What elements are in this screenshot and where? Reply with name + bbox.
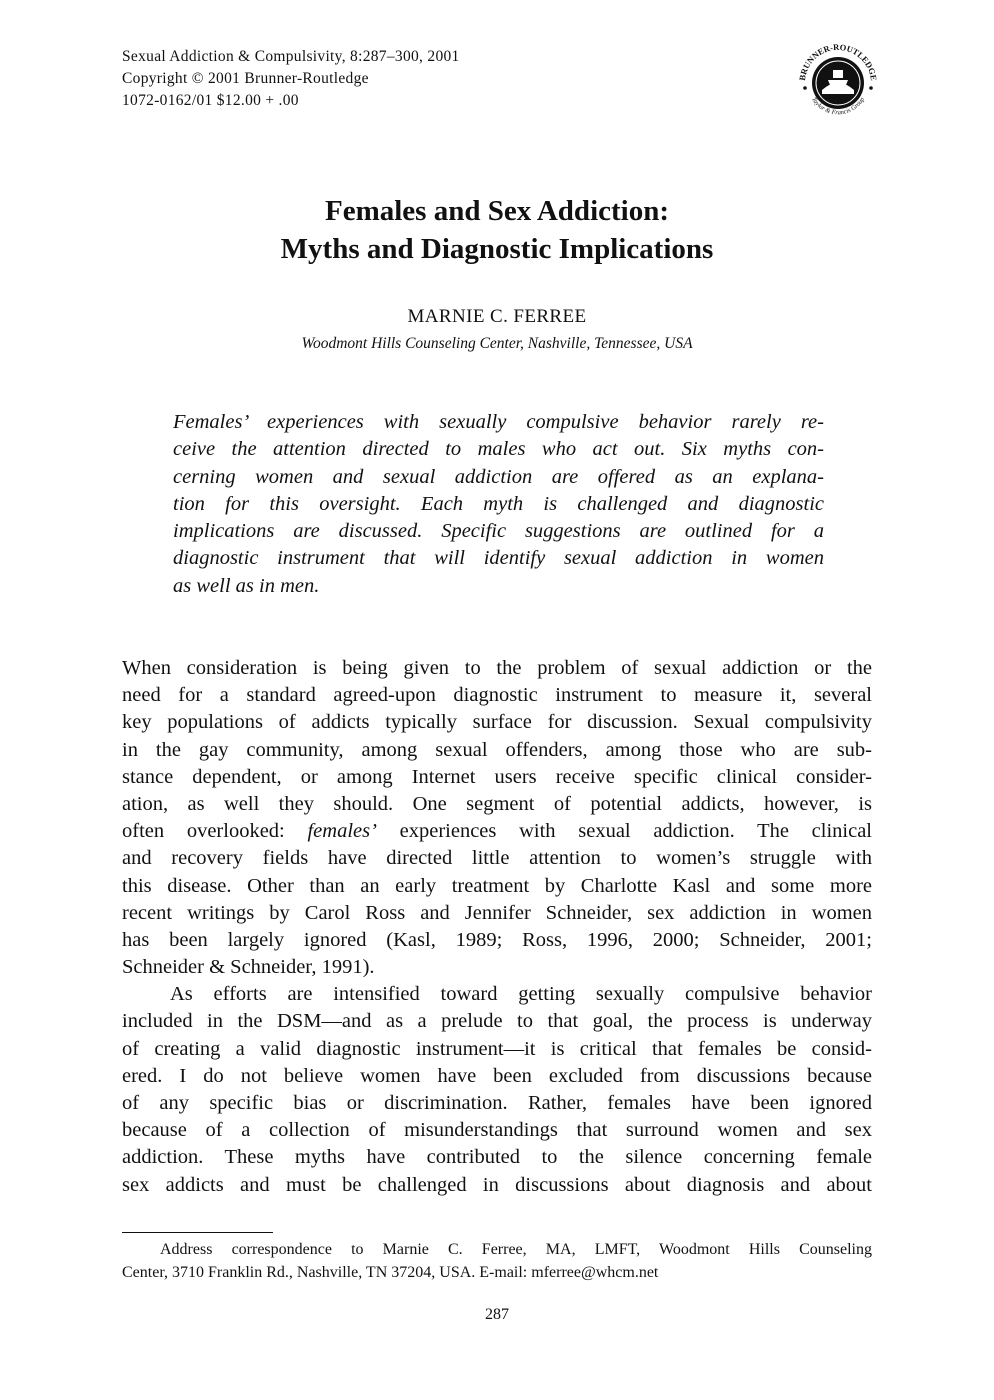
abstract-line: Females’ experiences with sexually compulsive behavior rarely re- [173,411,824,433]
footnote-line: Center, 3710 Franklin Rd., Nashville, TN 37204, USA. E-mail: mferree@whcm.net [122,1264,659,1281]
body-text [122,655,872,1199]
journal-header [122,46,460,112]
body-line: Schneider & Schneider, 1991). [122,956,375,979]
abstract-line: tion for this oversight. Each myth is challenged and diagnostic [173,492,824,515]
footnote [122,1238,872,1284]
author-affiliation: Woodmont Hills Counseling Center, Nashville, Tennessee, USA [301,335,693,352]
article-title [0,192,994,268]
body-line: As efforts are intensified toward getting sexually compulsive behavior [170,983,872,1006]
author-name: MARNIE C. FERREE [407,306,587,327]
body-line: and recovery fields have directed little attention to women’s struggle with [122,847,872,870]
body-text-segment: often overlooked: [122,820,308,843]
body-line: When consideration is being given to the problem of sexual addiction or the [122,657,872,679]
abstract [173,409,824,600]
logo-sub-text: Taylor & Francis Group [809,96,867,117]
body-line [122,818,872,845]
abstract-line: ceive the attention directed to males who act out. Six myths con- [173,438,824,461]
abstract-line: implications are discussed. Specific suggestions are outlined for a [173,520,824,543]
body-line: stance dependent, or among Internet users receive specific clinical consider- [122,765,872,788]
footnote-rule [122,1232,273,1233]
body-line: ation, as well they should. One segment of potential addicts, however, is [122,792,872,815]
journal-citation: Sexual Addiction & Compulsivity, 8:287–300, 2001 [122,48,460,65]
logo-arc-text: BRUNNER-ROUTLEDGE [797,41,879,82]
abstract-line: as well as in men. [173,574,320,597]
title-line-1: Females and Sex Addiction: [325,195,669,227]
body-line: has been largely ignored (Kasl, 1989; Ross, 1996, 2000; Schneider, 2001; [122,928,872,951]
title-line-2: Myths and Diagnostic Implications [280,233,714,265]
publisher-logo-icon [795,40,881,126]
body-line: because of a collection of misunderstandings that surround women and sex [122,1119,872,1142]
emphasis-females: females’ [307,820,377,843]
body-line: of any specific bias or discrimination. Rather, females have been ignored [122,1092,872,1114]
body-line: key populations of addicts typically surface for discussion. Sexual compulsivity [122,711,872,734]
body-line: this disease. Other than an early treatment by Charlotte Kasl and some more [122,874,872,897]
page-number: 287 [485,1306,509,1323]
body-line: in the gay community, among sexual offenders, among those who are sub- [122,738,872,761]
footnote-line: Address correspondence to Marnie C. Ferree, MA, LMFT, Woodmont Hills Counseling [160,1241,872,1258]
body-text-segment: experiences with sexual addiction. The clinical [376,820,872,843]
body-line: recent writings by Carol Ross and Jennifer Schneider, sex addiction in women [122,901,872,924]
body-line: need for a standard agreed-upon diagnostic instrument to measure it, several [122,684,872,707]
body-line: ered. I do not believe women have been excluded from discussions because [122,1064,872,1087]
issn-line: 1072-0162/01 $12.00 + .00 [122,92,299,109]
copyright-line: Copyright © 2001 Brunner-Routledge [122,70,369,87]
body-line: sex addicts and must be challenged in discussions about diagnosis and about [122,1173,872,1196]
body-line: addiction. These myths have contributed to the silence concerning female [122,1146,872,1169]
body-line: included in the DSM—and as a prelude to that goal, the process is underway [122,1010,872,1033]
abstract-line: diagnostic instrument that will identify sexual addiction in women [173,547,824,570]
abstract-line: cerning women and sexual addiction are offered as an explana- [173,465,824,488]
body-line: of creating a valid diagnostic instrument—it is critical that females be consid- [122,1037,872,1060]
